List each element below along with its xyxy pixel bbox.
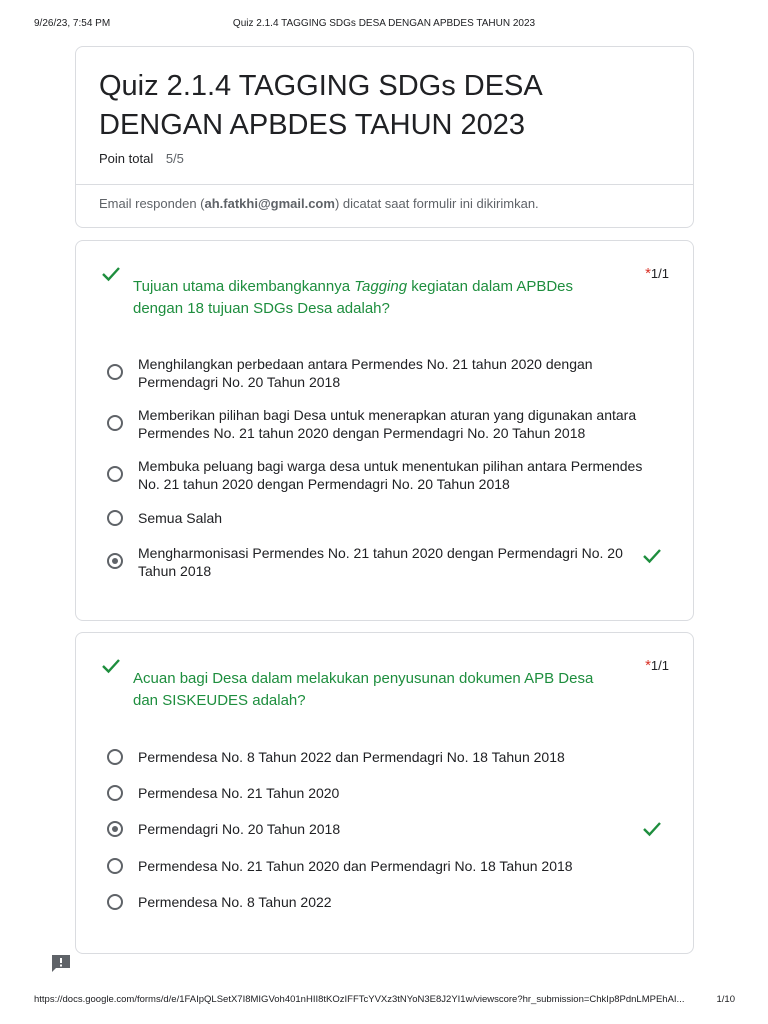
question-text bbox=[133, 276, 613, 320]
question-points bbox=[645, 657, 669, 674]
check-icon bbox=[101, 657, 121, 675]
check-icon bbox=[642, 820, 662, 838]
print-url: https://docs.google.com/forms/d/e/1FAIpQLSetX7I8MIGVoh401nHII8tKOzIFFTcYVXz3tNYoN3E8J2YI1w/viewscore?hr_submission=ChkIp8PdnLMPEhAI... bbox=[34, 994, 685, 1005]
option-label: Semua Salah bbox=[138, 510, 223, 526]
question-text-part: Tujuan utama dikembangkannya bbox=[133, 278, 355, 295]
print-date: 9/26/23, 7:54 PM bbox=[34, 18, 111, 29]
radio-checked-icon[interactable] bbox=[107, 821, 123, 837]
question-text-italic: Tagging bbox=[354, 278, 408, 295]
page-number: 1/10 bbox=[716, 994, 735, 1005]
respondent-email: ah.fatkhi@gmail.com bbox=[204, 196, 335, 211]
form-title: Quiz 2.1.4 TAGGING SDGs DESA DENGAN APBDES TAHUN 2023 bbox=[99, 70, 542, 141]
form-header-card bbox=[75, 46, 694, 228]
question-text-part: kegiatan dalam APBDes dengan 18 tujuan SDGs Desa adalah? bbox=[133, 278, 574, 317]
header-divider bbox=[76, 184, 693, 185]
print-title: Quiz 2.1.4 TAGGING SDGs DESA DENGAN APBDES TAHUN 2023 bbox=[232, 18, 536, 29]
radio-checked-icon[interactable] bbox=[107, 553, 123, 569]
option-label: Permendesa No. 21 Tahun 2020 dan Permendagri No. 18 Tahun 2018 bbox=[138, 858, 573, 874]
score-label: Poin total bbox=[99, 151, 154, 166]
required-mark: * bbox=[645, 657, 651, 674]
option-label: Membuka peluang bagi warga desa untuk menentukan pilihan antara Permendes No. 21 tahun 2020 dengan Permendagri No. 20 Tahun 2018 bbox=[138, 458, 643, 492]
radio-icon[interactable] bbox=[107, 364, 123, 380]
radio-icon[interactable] bbox=[107, 466, 123, 482]
email-suffix: ) dicatat saat formulir ini dikirimkan. bbox=[334, 196, 539, 211]
question-points bbox=[645, 265, 669, 282]
radio-icon[interactable] bbox=[107, 785, 123, 801]
check-icon bbox=[101, 265, 121, 283]
radio-icon[interactable] bbox=[107, 749, 123, 765]
option-label: Permendesa No. 8 Tahun 2022 bbox=[138, 894, 332, 910]
print-footer bbox=[0, 994, 768, 1008]
score-row bbox=[99, 151, 184, 166]
points-value: 1/1 bbox=[650, 266, 669, 281]
email-prefix: Email responden ( bbox=[99, 196, 205, 211]
points-value: 1/1 bbox=[650, 658, 669, 673]
option-label: Permendagri No. 20 Tahun 2018 bbox=[138, 821, 341, 837]
question-card-1 bbox=[75, 240, 694, 621]
radio-icon[interactable] bbox=[107, 858, 123, 874]
radio-icon[interactable] bbox=[107, 894, 123, 910]
score-value: 5/5 bbox=[165, 151, 184, 166]
feedback-icon[interactable] bbox=[50, 954, 72, 974]
radio-icon[interactable] bbox=[107, 510, 123, 526]
required-mark: * bbox=[645, 265, 651, 282]
check-icon bbox=[642, 547, 662, 565]
option-label: Permendesa No. 21 Tahun 2020 bbox=[138, 785, 340, 801]
print-header bbox=[0, 18, 768, 32]
option-label: Permendesa No. 8 Tahun 2022 dan Permendagri No. 18 Tahun 2018 bbox=[138, 749, 565, 765]
radio-icon[interactable] bbox=[107, 415, 123, 431]
option-label: Mengharmonisasi Permendes No. 21 tahun 2020 dengan Permendagri No. 20 Tahun 2018 bbox=[138, 545, 623, 579]
option-label: Memberikan pilihan bagi Desa untuk menerapkan aturan yang digunakan antara Permendes No. 21 tahun 2020 dengan Permendagri No. 20 Tahun 2018 bbox=[138, 407, 637, 441]
option-label: Menghilangkan perbedaan antara Permendes No. 21 tahun 2020 dengan Permendagri No. 20 Tahun 2018 bbox=[138, 356, 593, 390]
email-notice bbox=[99, 196, 539, 211]
question-text: Acuan bagi Desa dalam melakukan penyusunan dokumen APB Desa dan SISKEUDES adalah? bbox=[133, 670, 594, 709]
question-card-2 bbox=[75, 632, 694, 954]
